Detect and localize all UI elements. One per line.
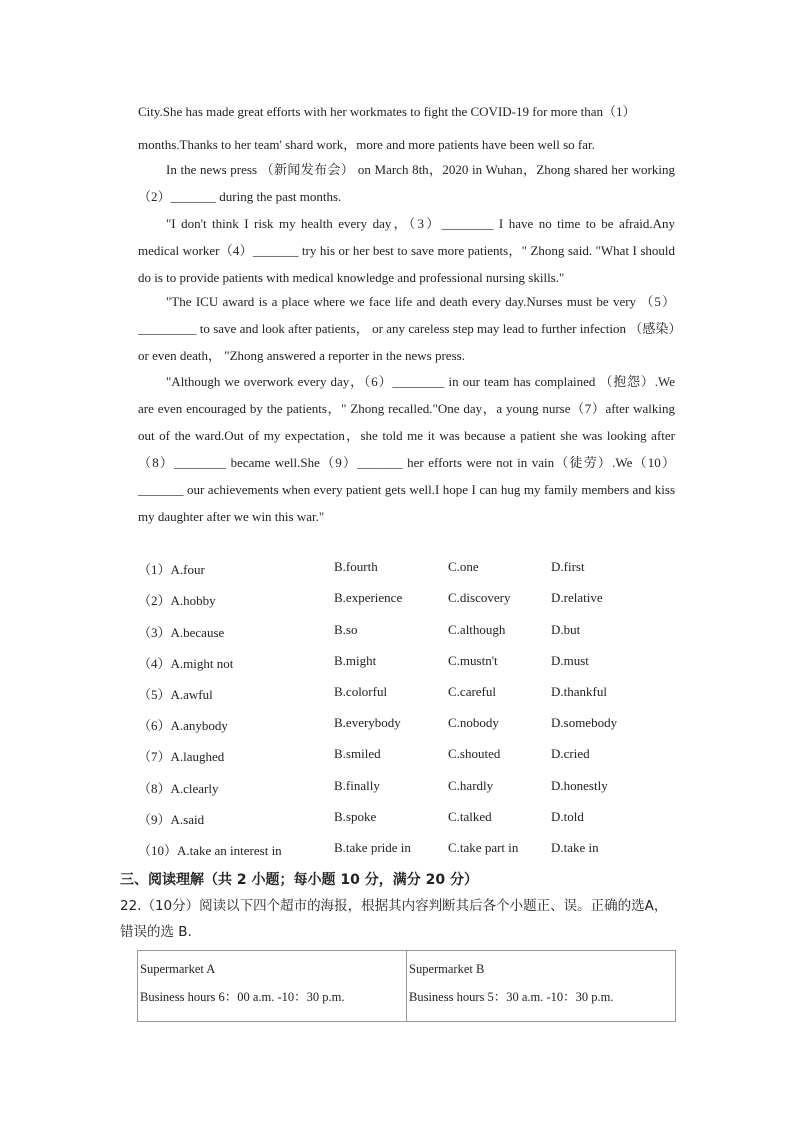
- option-10-a: （10）A.take an interest in: [138, 843, 282, 858]
- passage-paragraph-1: In the news press （新闻发布会） on March 8th，2020 in Wuhan，Zhong shared her working（2）_______ during the past months.: [138, 162, 675, 204]
- option-3-c: C.although: [448, 622, 506, 637]
- option-2-c: C.discovery: [448, 590, 511, 605]
- option-10-b: B.take pride in: [334, 840, 411, 855]
- option-5-a: （5）A.awful: [138, 687, 213, 702]
- option-3-b: B.so: [334, 622, 358, 637]
- option-1-c: C.one: [448, 559, 479, 574]
- option-7-d: D.cried: [551, 746, 590, 761]
- option-2-a: （2）A.hobby: [138, 593, 216, 608]
- option-8-c: C.hardly: [448, 778, 494, 793]
- question-22: 22.（10分）阅读以下四个超市的海报，根据其内容判断其后各个小题正、误。正确的选A，错误的选 B.: [120, 898, 668, 940]
- option-6-b: B.everybody: [334, 715, 401, 730]
- option-7-b: B.smiled: [334, 746, 381, 761]
- option-1-b: B.fourth: [334, 559, 378, 574]
- option-8-b: B.finally: [334, 778, 380, 793]
- supermarket-b-hours: Business hours 5：30 a.m. -10：30 p.m.: [409, 990, 614, 1004]
- option-9-a: （9）A.said: [138, 812, 205, 827]
- option-3-a: （3）A.because: [138, 625, 225, 640]
- option-2-b: B.experience: [334, 590, 403, 605]
- passage-paragraph-3: "The ICU award is a place where we face life and death every day.Nurses must be very （5）_________ to save and look after patients， or any careless step may lead to further infection （感染）or even death， "Zhong answered a reporter in the news press.: [138, 294, 675, 363]
- option-8-a: （8）A.clearly: [138, 781, 219, 796]
- passage-paragraph-2: "I don't think I risk my health every day，（3）________ I have no time to be afraid.Any medical worker（4）_______ try his or her best to save more patients，" Zhong said. "What I should do is to provide patients with medical knowledge and professional nursing skills.": [138, 216, 675, 285]
- option-9-c: C.talked: [448, 809, 492, 824]
- option-10-d: D.take in: [551, 840, 599, 855]
- supermarket-b-cell: [407, 951, 676, 1022]
- option-5-c: C.careful: [448, 684, 497, 699]
- option-9-d: D.told: [551, 809, 584, 824]
- option-6-a: （6）A.anybody: [138, 718, 228, 733]
- section-heading: 三、阅读理解（共 2 小题；每小题 10 分，满分 20 分）: [120, 872, 478, 888]
- supermarket-a-cell: [138, 951, 407, 1022]
- supermarket-table: [137, 950, 676, 1022]
- option-6-d: D.somebody: [551, 715, 618, 730]
- passage-line-1: City.She has made great efforts with her workmates to fight the COVID-19 for more than（1）: [138, 104, 636, 119]
- option-8-d: D.honestly: [551, 778, 608, 793]
- supermarket-a-title: Supermarket A: [140, 962, 216, 976]
- option-4-a: （4）A.might not: [138, 656, 234, 671]
- option-4-c: C.mustn't: [448, 653, 498, 668]
- option-5-d: D.thankful: [551, 684, 607, 699]
- supermarket-b-title: Supermarket B: [409, 962, 485, 976]
- option-1-d: D.first: [551, 559, 585, 574]
- option-7-c: C.shouted: [448, 746, 501, 761]
- passage-line-2: months.Thanks to her team' shard work，more and more patients have been well so far.: [138, 137, 595, 152]
- option-3-d: D.but: [551, 622, 581, 637]
- option-7-a: （7）A.laughed: [138, 749, 225, 764]
- option-4-b: B.might: [334, 653, 377, 668]
- option-2-d: D.relative: [551, 590, 603, 605]
- option-10-c: C.take part in: [448, 840, 519, 855]
- option-4-d: D.must: [551, 653, 589, 668]
- option-9-b: B.spoke: [334, 809, 377, 824]
- option-6-c: C.nobody: [448, 715, 499, 730]
- option-5-b: B.colorful: [334, 684, 388, 699]
- passage-paragraph-4: "Although we overwork every day，（6）________ in our team has complained （抱怨）.We are even encouraged by the patients，" Zhong recalled."One day，a young nurse（7）after walking out of the ward.Out of my expectation，she told me it was because a patient she was looking after（8）________ became well.She（9）_______ her efforts were not in vain（徒劳）.We（10）_______ our achievements when every patient gets well.I hope I can hug my family members and kiss my daughter after we win this war.": [138, 374, 675, 524]
- option-1-a: （1）A.four: [138, 562, 205, 577]
- supermarket-a-hours: Business hours 6：00 a.m. -10：30 p.m.: [140, 990, 345, 1004]
